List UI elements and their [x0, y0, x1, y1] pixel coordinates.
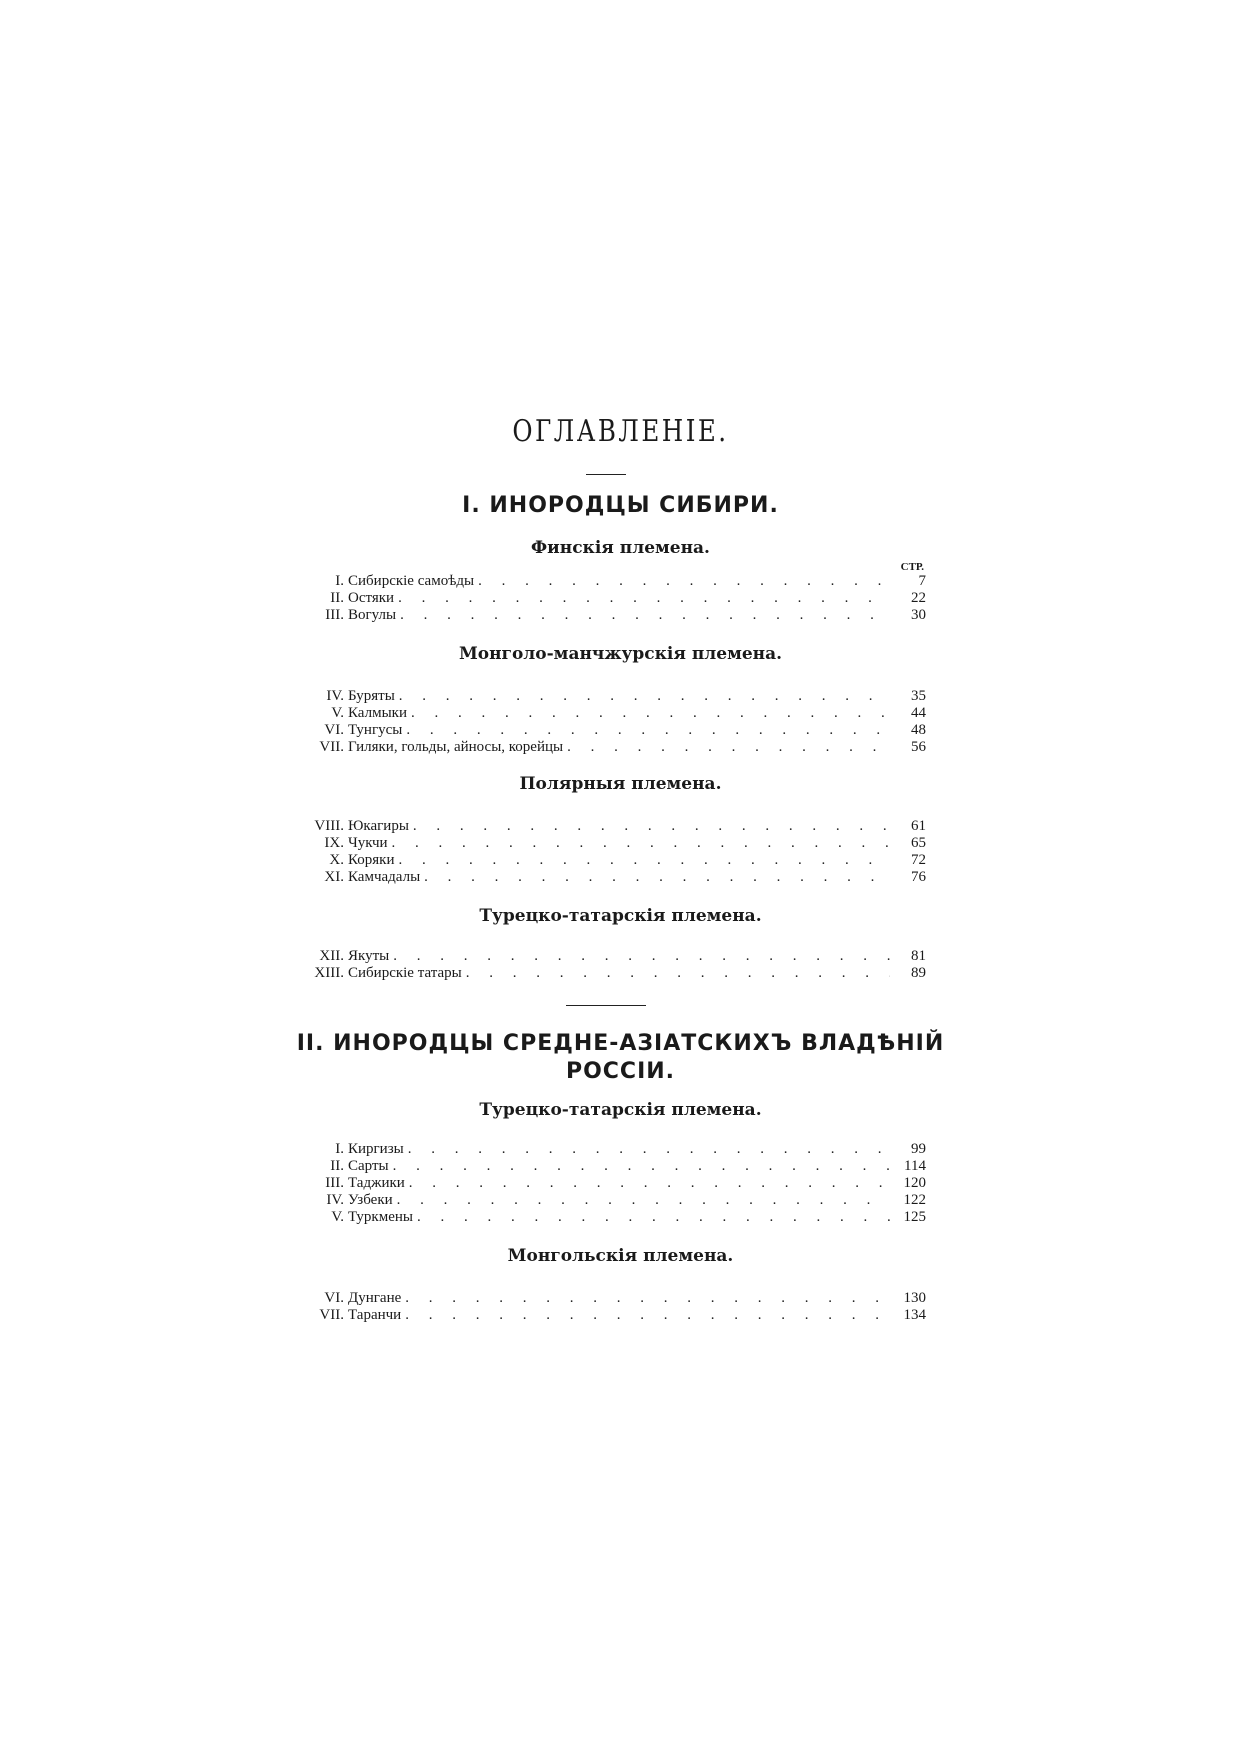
- leader-dots: [413, 818, 890, 835]
- entry-label: Камчадалы: [348, 869, 421, 885]
- entry-number: III.: [325, 1175, 344, 1191]
- leader-dots: [405, 1307, 890, 1324]
- entry-label: Тунгусы: [348, 722, 403, 738]
- entry-label: Киргизы: [348, 1141, 404, 1157]
- entry-number: X.: [329, 852, 344, 868]
- entry-number: XII.: [319, 948, 344, 964]
- entry-number: III.: [325, 607, 344, 623]
- leader-dots: [398, 852, 890, 869]
- entry-label: Якуты: [348, 948, 390, 964]
- leader-dots: [405, 1290, 890, 1307]
- toc-entry[interactable]: [300, 948, 926, 965]
- section-title: Монгольскія племена.: [507, 1246, 734, 1266]
- toc-entry[interactable]: [300, 818, 926, 835]
- leader-dots: [424, 869, 890, 886]
- leader-dots: [406, 722, 890, 739]
- section-title: Турецко-татарскія племена.: [479, 906, 762, 926]
- entry-number: II.: [330, 1158, 344, 1174]
- entry-page: 61: [911, 818, 926, 834]
- entry-label: Сарты: [348, 1158, 389, 1174]
- entry-page: 134: [903, 1307, 926, 1323]
- entry-label: Сибирскіе самоѣды: [348, 573, 475, 589]
- entry-page: 130: [903, 1290, 926, 1306]
- toc-entry[interactable]: [300, 1141, 926, 1158]
- entry-number: IX.: [324, 835, 344, 851]
- part-2-heading: [0, 1030, 1241, 1086]
- entry-label: Гиляки, гольды, айносы, корейцы: [348, 739, 564, 755]
- page-title: ОГЛАВЛЕНIЕ.: [512, 414, 729, 449]
- toc-entry[interactable]: [300, 607, 926, 624]
- toc-entry[interactable]: [300, 1175, 926, 1192]
- entry-label: Вогулы: [348, 607, 397, 623]
- entry-label: Юкагиры: [348, 818, 409, 834]
- leader-dots: [409, 1175, 890, 1192]
- entry-label: Таджики: [348, 1175, 405, 1191]
- entry-page: 7: [918, 573, 926, 589]
- leader-dots: [399, 688, 890, 705]
- entry-number: VII.: [319, 739, 344, 755]
- entry-number: VIII.: [314, 818, 344, 834]
- toc-entry[interactable]: [300, 688, 926, 705]
- leader-dots: [466, 965, 890, 982]
- part-2-heading-line-2: РОССIИ.: [565, 1059, 676, 1084]
- entry-page: 81: [911, 948, 926, 964]
- entry-page: 30: [911, 607, 926, 623]
- entry-page: 72: [911, 852, 926, 868]
- part-2-heading-line-1: II. ИНОРОДЦЫ СРЕДНЕ-АЗIАТСКИХЪ ВЛАДѢНIЙ: [296, 1031, 945, 1056]
- leader-dots: [400, 607, 890, 624]
- leader-dots: [417, 1209, 890, 1226]
- leader-dots: [398, 590, 890, 607]
- toc-entry[interactable]: [300, 590, 926, 607]
- part-divider-rule: [566, 1005, 646, 1006]
- entry-label: Коряки: [348, 852, 395, 868]
- entry-page: 125: [903, 1209, 926, 1225]
- entry-page: 56: [911, 739, 926, 755]
- leader-dots: [478, 573, 890, 590]
- toc-entry[interactable]: [300, 869, 926, 886]
- leader-dots: [393, 948, 890, 965]
- leader-dots: [397, 1192, 890, 1209]
- entry-number: IV.: [326, 688, 344, 704]
- entry-label: Туркмены: [348, 1209, 413, 1225]
- entry-page: 76: [911, 869, 926, 885]
- entry-number: IV.: [326, 1192, 344, 1208]
- leader-dots: [408, 1141, 890, 1158]
- entry-page: 99: [911, 1141, 926, 1157]
- toc-entry[interactable]: [300, 1209, 926, 1226]
- toc-entry[interactable]: [300, 1158, 926, 1175]
- entry-number: XIII.: [314, 965, 344, 981]
- toc-entry[interactable]: [300, 1307, 926, 1324]
- section-title: Финскія племена.: [531, 538, 710, 558]
- toc-entry[interactable]: [300, 573, 926, 590]
- entry-number: VI.: [324, 722, 344, 738]
- toc-entry[interactable]: [300, 965, 926, 982]
- entry-label: Остяки: [348, 590, 395, 606]
- entry-label: Дунгане: [348, 1290, 402, 1306]
- entry-label: Сибирскіе татары: [348, 965, 462, 981]
- entry-page: 65: [911, 835, 926, 851]
- toc-entry[interactable]: [300, 1290, 926, 1307]
- entry-page: 122: [903, 1192, 926, 1208]
- entry-label: Чукчи: [348, 835, 388, 851]
- toc-entry[interactable]: [300, 835, 926, 852]
- leader-dots: [567, 739, 890, 756]
- page-column-header: СТР.: [900, 561, 924, 573]
- entry-number: XI.: [324, 869, 344, 885]
- entry-number: I.: [335, 573, 344, 589]
- entry-page: 120: [903, 1175, 926, 1191]
- entry-number: V.: [331, 705, 344, 721]
- entry-number: II.: [330, 590, 344, 606]
- entry-number: V.: [331, 1209, 344, 1225]
- toc-list: [300, 818, 926, 886]
- section-title: Монголо-манчжурскія племена.: [458, 644, 783, 664]
- entry-label: Узбеки: [348, 1192, 393, 1208]
- section-title: Полярныя племена.: [519, 774, 722, 794]
- toc-list: [300, 1141, 926, 1226]
- toc-list: [300, 688, 926, 756]
- entry-page: 35: [911, 688, 926, 704]
- toc-list: [300, 1290, 926, 1324]
- section-title: Турецко-татарскія племена.: [479, 1100, 762, 1120]
- entry-label: Таранчи: [348, 1307, 402, 1323]
- toc-entry[interactable]: [300, 852, 926, 869]
- entry-label: Калмыки: [348, 705, 407, 721]
- entry-page: 44: [911, 705, 926, 721]
- toc-entry[interactable]: [300, 1192, 926, 1209]
- leader-dots: [393, 1158, 890, 1175]
- leader-dots: [411, 705, 890, 722]
- entry-page: 22: [911, 590, 926, 606]
- entry-number: I.: [335, 1141, 344, 1157]
- entry-number: VII.: [319, 1307, 344, 1323]
- part-1-heading: I. ИНОРОДЦЫ СИБИРИ.: [462, 493, 779, 518]
- toc-entry[interactable]: [300, 705, 926, 722]
- toc-list: [300, 948, 926, 982]
- toc-entry[interactable]: [300, 722, 926, 739]
- entry-label: Буряты: [348, 688, 395, 704]
- title-rule: [586, 474, 626, 475]
- toc-list: [300, 573, 926, 624]
- entry-page: 114: [904, 1158, 926, 1174]
- entry-number: VI.: [324, 1290, 344, 1306]
- entry-page: 48: [911, 722, 926, 738]
- toc-entry[interactable]: [300, 739, 926, 756]
- entry-page: 89: [911, 965, 926, 981]
- leader-dots: [392, 835, 890, 852]
